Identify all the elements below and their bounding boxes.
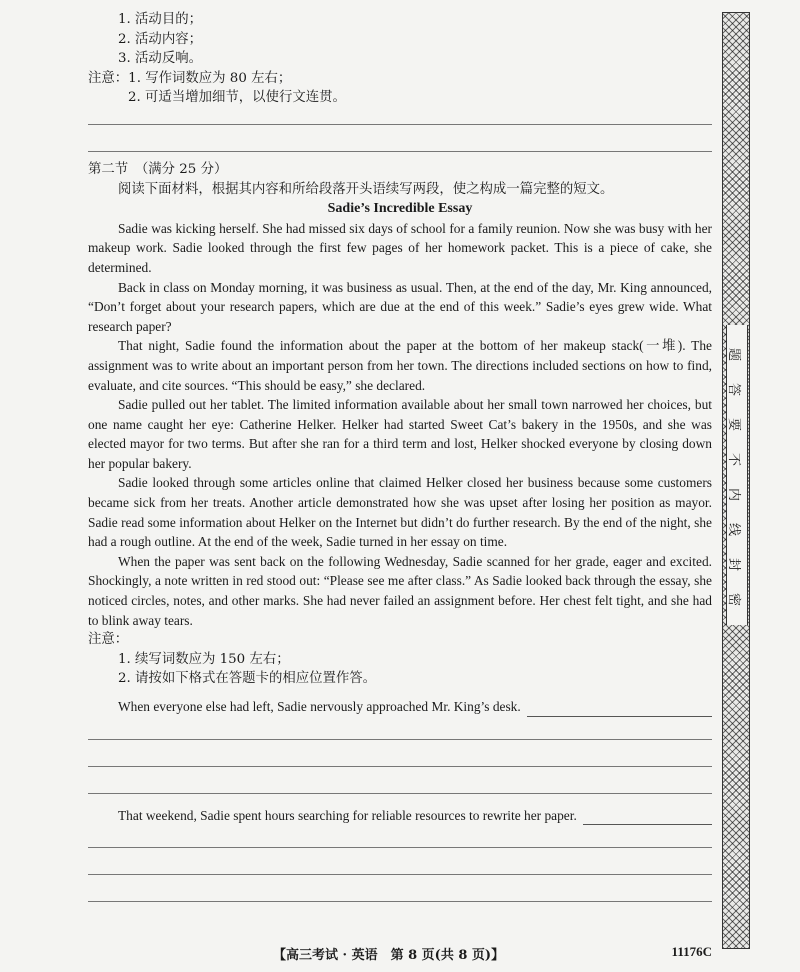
continuation-prompt-1 bbox=[88, 697, 712, 717]
list-item: 2. 活动内容； bbox=[118, 31, 202, 47]
margin-char: 线 bbox=[726, 522, 742, 537]
page-content bbox=[88, 10, 712, 902]
answer-blank[interactable] bbox=[527, 701, 712, 717]
section-header: 第二节 （满分 25 分） bbox=[88, 161, 228, 177]
margin-char: 题 bbox=[726, 347, 742, 362]
footer-page-info: 【高三考试 · 英语 第 8 页(共 8 页)】 bbox=[273, 948, 505, 963]
notes-label: 注意： bbox=[88, 632, 129, 648]
margin-seal-text bbox=[726, 345, 746, 609]
margin-char: 内 bbox=[726, 487, 742, 502]
passage-paragraph: Back in class on Monday morning, it was business as usual. Then, at the end of the day, Mr. King announced, “Don’t forget about your research papers, which are due at the end of this week.” Sadie’s eyes grew wide. What research paper? bbox=[88, 279, 712, 334]
prompt-text: That weekend, Sadie spent hours searching for reliable resources to rewrite her paper. bbox=[118, 807, 577, 823]
list-item: 3. 活动反响。 bbox=[118, 51, 202, 67]
margin-char: 要 bbox=[726, 417, 742, 432]
list-item: 1. 活动目的； bbox=[118, 12, 202, 27]
margin-char: 不 bbox=[726, 452, 742, 467]
passage-paragraph: That night, Sadie found the information about the paper at the bottom of her makeup stack(一堆). The assignment was to write about an important person from her town. The directions included sections on how to find, evaluate, and cite sources. “This should be easy,” she declared. bbox=[88, 338, 712, 393]
section-instruction: 阅读下面材料，根据其内容和所给段落开头语续写两段，使之构成一篇完整的短文。 bbox=[118, 181, 614, 197]
passage-paragraph: Sadie was kicking herself. She had missed six days of school for a family reunion. Now she was busy with her makeup work. Sadie looked through the first few pages of her homework packet. This is a piece of cake, she determined. bbox=[88, 220, 712, 275]
margin-char: 封 bbox=[726, 557, 742, 572]
answer-blank[interactable] bbox=[583, 809, 712, 825]
note-item: 1. 续写词数应为 150 左右； bbox=[118, 651, 290, 667]
footer-code: 11176C bbox=[671, 944, 712, 959]
answer-line[interactable] bbox=[88, 901, 712, 902]
passage-title: Sadie’s Incredible Essay bbox=[327, 201, 473, 217]
margin-char: 密 bbox=[726, 592, 742, 607]
continuation-prompt-2 bbox=[88, 806, 712, 826]
passage-paragraph: When the paper was sent back on the following Wednesday, Sadie scanned for her grade, eager and excited. Shockingly, a note written in red stood out: “Please see me after class.” As Sadie looked back through the essay, she noticed circles, notes, and other marks. She had never failed an assignment before. Her chest felt tight, and she had to blink away tears. bbox=[88, 553, 712, 628]
passage-paragraph: Sadie pulled out her tablet. The limited information available about her small town narrowed her choices, but one name caught her eye: Catherine Helker. Helker had started Sweet Cat’s bakery in the 1950s, and she was elected mayor for two terms. But after she ran for a third term and lost, Helker shocked everyone by closing down her popular bakery. bbox=[88, 397, 712, 471]
prompt-text: When everyone else had left, Sadie nervously approached Mr. King’s desk. bbox=[118, 699, 521, 714]
note-item: 2. 请按如下格式在答题卡的相应位置作答。 bbox=[118, 671, 377, 687]
margin-char: 答 bbox=[726, 382, 742, 397]
writing-note-2: 2. 可适当增加细节，以使行文连贯。 bbox=[128, 90, 346, 106]
passage-paragraph: Sadie looked through some articles online that claimed Helker closed her business because some customers became sick from her treats. Another article demonstrated how she was upset after losing her position as mayor. Sadie read some information about Helker on the Internet but didn’t do further research. By the end of the night, she had a rough outline. At the end of the week, Sadie turned in her essay on time. bbox=[88, 475, 712, 550]
writing-note-1: 注意：1. 写作词数应为 80 左右； bbox=[88, 70, 292, 86]
